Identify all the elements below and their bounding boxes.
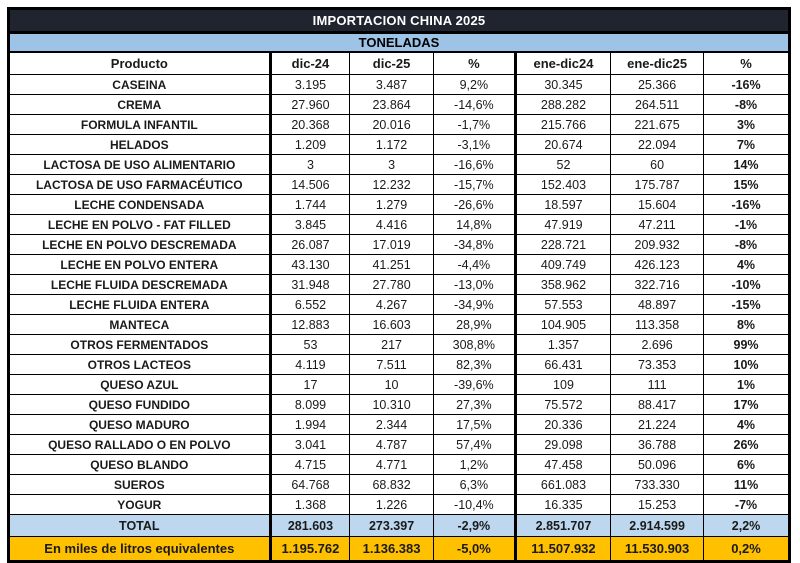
value-cell: 104.905 bbox=[515, 315, 610, 335]
value-cell: 221.675 bbox=[611, 115, 704, 135]
value-cell: 41.251 bbox=[350, 255, 434, 275]
pct-month-cell: 6,3% bbox=[433, 475, 515, 495]
pct-month-cell: -10,4% bbox=[433, 495, 515, 515]
table-row bbox=[9, 255, 790, 275]
table-row bbox=[9, 495, 790, 515]
table-row bbox=[9, 335, 790, 355]
product-cell: MANTECA bbox=[9, 315, 271, 335]
value-cell: 15.253 bbox=[611, 495, 704, 515]
value-cell: 288.282 bbox=[515, 95, 610, 115]
value-cell: 409.749 bbox=[515, 255, 610, 275]
pct-month-cell: -14,6% bbox=[433, 95, 515, 115]
product-cell: LECHE FLUIDA ENTERA bbox=[9, 295, 271, 315]
value-cell: 30.345 bbox=[515, 75, 610, 95]
value-cell: 1.368 bbox=[270, 495, 350, 515]
value-cell: 18.597 bbox=[515, 195, 610, 215]
total-pct-year: 2,2% bbox=[704, 515, 790, 537]
value-cell: 88.417 bbox=[611, 395, 704, 415]
pct-month-cell: 57,4% bbox=[433, 435, 515, 455]
product-cell: CREMA bbox=[9, 95, 271, 115]
table-row bbox=[9, 115, 790, 135]
value-cell: 53 bbox=[270, 335, 350, 355]
pct-year-cell: 17% bbox=[704, 395, 790, 415]
product-cell: QUESO FUNDIDO bbox=[9, 395, 271, 415]
pct-month-cell: -15,7% bbox=[433, 175, 515, 195]
value-cell: 21.224 bbox=[611, 415, 704, 435]
column-header-producto: Producto bbox=[9, 52, 271, 75]
value-cell: 7.511 bbox=[350, 355, 434, 375]
value-cell: 1.209 bbox=[270, 135, 350, 155]
product-cell: LECHE EN POLVO - FAT FILLED bbox=[9, 215, 271, 235]
value-cell: 358.962 bbox=[515, 275, 610, 295]
table-row bbox=[9, 275, 790, 295]
pct-year-cell: 14% bbox=[704, 155, 790, 175]
value-cell: 109 bbox=[515, 375, 610, 395]
pct-year-cell: -1% bbox=[704, 215, 790, 235]
value-cell: 20.016 bbox=[350, 115, 434, 135]
pct-year-cell: 4% bbox=[704, 255, 790, 275]
pct-year-cell: -10% bbox=[704, 275, 790, 295]
value-cell: 152.403 bbox=[515, 175, 610, 195]
value-cell: 1.226 bbox=[350, 495, 434, 515]
product-cell: LECHE EN POLVO ENTERA bbox=[9, 255, 271, 275]
product-cell: CASEINA bbox=[9, 75, 271, 95]
value-cell: 47.919 bbox=[515, 215, 610, 235]
value-cell: 16.603 bbox=[350, 315, 434, 335]
table-row bbox=[9, 315, 790, 335]
pct-year-cell: -16% bbox=[704, 195, 790, 215]
value-cell: 29.098 bbox=[515, 435, 610, 455]
pct-month-cell: -34,8% bbox=[433, 235, 515, 255]
pct-year-cell: -8% bbox=[704, 235, 790, 255]
total-dic25: 273.397 bbox=[350, 515, 434, 537]
table-row bbox=[9, 95, 790, 115]
value-cell: 43.130 bbox=[270, 255, 350, 275]
value-cell: 209.932 bbox=[611, 235, 704, 255]
value-cell: 50.096 bbox=[611, 455, 704, 475]
pct-month-cell: -26,6% bbox=[433, 195, 515, 215]
value-cell: 3 bbox=[350, 155, 434, 175]
table-title: IMPORTACION CHINA 2025 bbox=[9, 9, 790, 33]
value-cell: 3.195 bbox=[270, 75, 350, 95]
value-cell: 12.232 bbox=[350, 175, 434, 195]
value-cell: 16.335 bbox=[515, 495, 610, 515]
table-row bbox=[9, 475, 790, 495]
value-cell: 264.511 bbox=[611, 95, 704, 115]
pct-year-cell: 3% bbox=[704, 115, 790, 135]
table-row bbox=[9, 355, 790, 375]
table-row bbox=[9, 395, 790, 415]
pct-year-cell: 4% bbox=[704, 415, 790, 435]
table-title-row bbox=[9, 9, 790, 33]
value-cell: 1.994 bbox=[270, 415, 350, 435]
liters-enedic25: 11.530.903 bbox=[611, 537, 704, 562]
value-cell: 8.099 bbox=[270, 395, 350, 415]
liters-pct-month: -5,0% bbox=[433, 537, 515, 562]
product-cell: FORMULA INFANTIL bbox=[9, 115, 271, 135]
value-cell: 10 bbox=[350, 375, 434, 395]
value-cell: 733.330 bbox=[611, 475, 704, 495]
value-cell: 4.267 bbox=[350, 295, 434, 315]
pct-month-cell: 9,2% bbox=[433, 75, 515, 95]
table-row bbox=[9, 295, 790, 315]
product-cell: LACTOSA DE USO FARMACÉUTICO bbox=[9, 175, 271, 195]
value-cell: 27.780 bbox=[350, 275, 434, 295]
pct-year-cell: -16% bbox=[704, 75, 790, 95]
value-cell: 4.787 bbox=[350, 435, 434, 455]
table-subtitle-row bbox=[9, 33, 790, 53]
value-cell: 111 bbox=[611, 375, 704, 395]
value-cell: 20.336 bbox=[515, 415, 610, 435]
value-cell: 26.087 bbox=[270, 235, 350, 255]
column-header-enedic24: ene-dic24 bbox=[515, 52, 610, 75]
value-cell: 12.883 bbox=[270, 315, 350, 335]
liters-label: En miles de litros equivalentes bbox=[9, 537, 271, 562]
table-row bbox=[9, 455, 790, 475]
product-cell: LACTOSA DE USO ALIMENTARIO bbox=[9, 155, 271, 175]
pct-month-cell: -39,6% bbox=[433, 375, 515, 395]
table-row bbox=[9, 375, 790, 395]
value-cell: 322.716 bbox=[611, 275, 704, 295]
value-cell: 3 bbox=[270, 155, 350, 175]
column-header-dic25: dic-25 bbox=[350, 52, 434, 75]
value-cell: 1.357 bbox=[515, 335, 610, 355]
import-table bbox=[7, 7, 791, 563]
value-cell: 68.832 bbox=[350, 475, 434, 495]
value-cell: 217 bbox=[350, 335, 434, 355]
table-subtitle: TONELADAS bbox=[9, 33, 790, 53]
value-cell: 1.172 bbox=[350, 135, 434, 155]
value-cell: 22.094 bbox=[611, 135, 704, 155]
pct-month-cell: 27,3% bbox=[433, 395, 515, 415]
value-cell: 17 bbox=[270, 375, 350, 395]
total-enedic25: 2.914.599 bbox=[611, 515, 704, 537]
value-cell: 4.119 bbox=[270, 355, 350, 375]
column-header-enedic25: ene-dic25 bbox=[611, 52, 704, 75]
liters-pct-year: 0,2% bbox=[704, 537, 790, 562]
value-cell: 75.572 bbox=[515, 395, 610, 415]
liters-dic24: 1.195.762 bbox=[270, 537, 350, 562]
table-row bbox=[9, 415, 790, 435]
value-cell: 73.353 bbox=[611, 355, 704, 375]
value-cell: 23.864 bbox=[350, 95, 434, 115]
column-header-pct-month: % bbox=[433, 52, 515, 75]
table-row bbox=[9, 75, 790, 95]
pct-year-cell: 15% bbox=[704, 175, 790, 195]
value-cell: 4.416 bbox=[350, 215, 434, 235]
value-cell: 60 bbox=[611, 155, 704, 175]
value-cell: 17.019 bbox=[350, 235, 434, 255]
pct-year-cell: 8% bbox=[704, 315, 790, 335]
value-cell: 57.553 bbox=[515, 295, 610, 315]
value-cell: 47.211 bbox=[611, 215, 704, 235]
column-header-row bbox=[9, 52, 790, 75]
value-cell: 14.506 bbox=[270, 175, 350, 195]
pct-year-cell: 6% bbox=[704, 455, 790, 475]
value-cell: 25.366 bbox=[611, 75, 704, 95]
pct-month-cell: 82,3% bbox=[433, 355, 515, 375]
value-cell: 228.721 bbox=[515, 235, 610, 255]
table-row bbox=[9, 435, 790, 455]
value-cell: 6.552 bbox=[270, 295, 350, 315]
table-row bbox=[9, 215, 790, 235]
value-cell: 20.368 bbox=[270, 115, 350, 135]
value-cell: 2.344 bbox=[350, 415, 434, 435]
product-cell: YOGUR bbox=[9, 495, 271, 515]
pct-year-cell: 7% bbox=[704, 135, 790, 155]
value-cell: 1.279 bbox=[350, 195, 434, 215]
product-cell: QUESO MADURO bbox=[9, 415, 271, 435]
product-cell: QUESO RALLADO O EN POLVO bbox=[9, 435, 271, 455]
product-cell: LECHE CONDENSADA bbox=[9, 195, 271, 215]
pct-month-cell: 17,5% bbox=[433, 415, 515, 435]
value-cell: 48.897 bbox=[611, 295, 704, 315]
value-cell: 3.041 bbox=[270, 435, 350, 455]
column-header-dic24: dic-24 bbox=[270, 52, 350, 75]
pct-year-cell: -15% bbox=[704, 295, 790, 315]
value-cell: 426.123 bbox=[611, 255, 704, 275]
value-cell: 215.766 bbox=[515, 115, 610, 135]
liters-dic25: 1.136.383 bbox=[350, 537, 434, 562]
total-enedic24: 2.851.707 bbox=[515, 515, 610, 537]
product-cell: OTROS LACTEOS bbox=[9, 355, 271, 375]
pct-month-cell: 28,9% bbox=[433, 315, 515, 335]
product-cell: QUESO BLANDO bbox=[9, 455, 271, 475]
value-cell: 20.674 bbox=[515, 135, 610, 155]
table-row bbox=[9, 135, 790, 155]
column-header-pct-year: % bbox=[704, 52, 790, 75]
pct-year-cell: -8% bbox=[704, 95, 790, 115]
liters-equivalent-row bbox=[9, 537, 790, 562]
total-row bbox=[9, 515, 790, 537]
pct-year-cell: -7% bbox=[704, 495, 790, 515]
pct-month-cell: -16,6% bbox=[433, 155, 515, 175]
value-cell: 64.768 bbox=[270, 475, 350, 495]
value-cell: 27.960 bbox=[270, 95, 350, 115]
table-row bbox=[9, 195, 790, 215]
value-cell: 15.604 bbox=[611, 195, 704, 215]
pct-month-cell: -34,9% bbox=[433, 295, 515, 315]
value-cell: 3.487 bbox=[350, 75, 434, 95]
product-cell: QUESO AZUL bbox=[9, 375, 271, 395]
value-cell: 52 bbox=[515, 155, 610, 175]
value-cell: 113.358 bbox=[611, 315, 704, 335]
product-cell: HELADOS bbox=[9, 135, 271, 155]
pct-month-cell: -3,1% bbox=[433, 135, 515, 155]
pct-year-cell: 1% bbox=[704, 375, 790, 395]
product-cell: SUEROS bbox=[9, 475, 271, 495]
total-dic24: 281.603 bbox=[270, 515, 350, 537]
product-cell: OTROS FERMENTADOS bbox=[9, 335, 271, 355]
value-cell: 4.715 bbox=[270, 455, 350, 475]
table-row bbox=[9, 155, 790, 175]
pct-year-cell: 10% bbox=[704, 355, 790, 375]
pct-year-cell: 99% bbox=[704, 335, 790, 355]
value-cell: 3.845 bbox=[270, 215, 350, 235]
pct-month-cell: 14,8% bbox=[433, 215, 515, 235]
pct-month-cell: 1,2% bbox=[433, 455, 515, 475]
value-cell: 66.431 bbox=[515, 355, 610, 375]
product-cell: LECHE EN POLVO DESCREMADA bbox=[9, 235, 271, 255]
pct-month-cell: 308,8% bbox=[433, 335, 515, 355]
value-cell: 47.458 bbox=[515, 455, 610, 475]
value-cell: 36.788 bbox=[611, 435, 704, 455]
pct-month-cell: -13,0% bbox=[433, 275, 515, 295]
total-pct-month: -2,9% bbox=[433, 515, 515, 537]
value-cell: 1.744 bbox=[270, 195, 350, 215]
value-cell: 4.771 bbox=[350, 455, 434, 475]
product-cell: LECHE FLUIDA DESCREMADA bbox=[9, 275, 271, 295]
value-cell: 31.948 bbox=[270, 275, 350, 295]
value-cell: 10.310 bbox=[350, 395, 434, 415]
liters-enedic24: 11.507.932 bbox=[515, 537, 610, 562]
pct-year-cell: 26% bbox=[704, 435, 790, 455]
total-label: TOTAL bbox=[9, 515, 271, 537]
value-cell: 661.083 bbox=[515, 475, 610, 495]
table-row bbox=[9, 235, 790, 255]
table-row bbox=[9, 175, 790, 195]
pct-month-cell: -4,4% bbox=[433, 255, 515, 275]
pct-month-cell: -1,7% bbox=[433, 115, 515, 135]
value-cell: 2.696 bbox=[611, 335, 704, 355]
table-body bbox=[9, 75, 790, 515]
value-cell: 175.787 bbox=[611, 175, 704, 195]
pct-year-cell: 11% bbox=[704, 475, 790, 495]
